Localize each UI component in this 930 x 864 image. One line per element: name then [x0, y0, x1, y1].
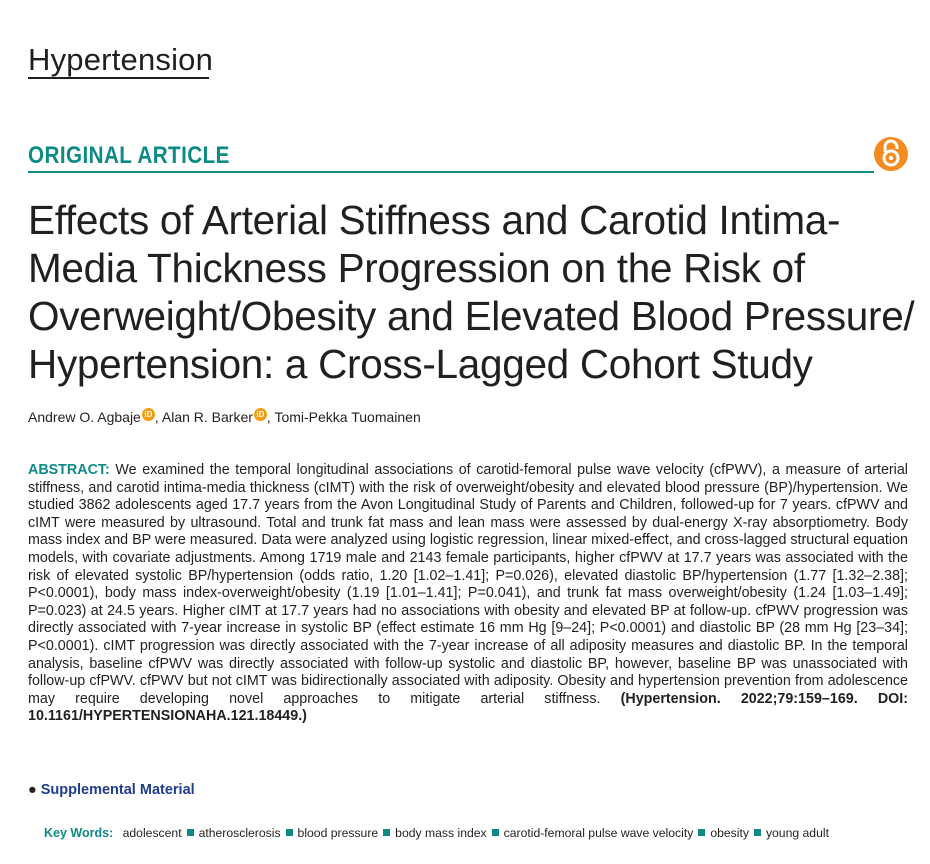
supplemental-material-link[interactable]: Supplemental Material: [40, 782, 195, 798]
keyword: body mass index: [395, 826, 487, 840]
keyword: obesity: [710, 826, 749, 840]
supplemental-material: [28, 782, 195, 798]
abstract-citation: (Hypertension. 2022;79:159–169. DOI: 10.1161/HYPERTENSIONAHA.121.18449.): [28, 690, 909, 725]
square-bullet-icon: [492, 829, 499, 836]
journal-name-underline: [28, 77, 209, 79]
section-label: ORIGINAL ARTICLE: [28, 142, 230, 169]
section-divider: [28, 171, 874, 173]
orcid-icon[interactable]: iD: [254, 408, 267, 421]
author-list: [28, 408, 421, 425]
square-bullet-icon: [754, 829, 761, 836]
keywords: [44, 826, 829, 840]
keyword: carotid-femoral pulse wave velocity: [503, 826, 694, 840]
bullet-icon: ●: [28, 782, 37, 798]
square-bullet-icon: [698, 829, 705, 836]
author-separator: ,: [266, 409, 275, 425]
journal-name: Hypertension: [28, 42, 214, 77]
abstract-label: ABSTRACT:: [28, 462, 110, 478]
author-name[interactable]: Andrew O. Agbaje: [28, 409, 141, 425]
abstract-body: We examined the temporal longitudinal associations of carotid-femoral pulse wave velocity (cfPWV), a measure of arterial stiffness, and carotid intima-media thickness (cIMT) with the risk of overweight/obesity and elevated blood pressure (BP)/hypertension. We studied 3862 adolescents aged 17.7 years from the Avon Longitudinal Study of Parents and Children, followed-up for 7 years. cfPWV and cIMT were measured by ultrasound. Total and trunk fat mass and lean mass were assessed by dual-energy X-ray absorptiometry. Body mass index and BP were measured. Data were analyzed using logistic regression, linear mixed-effect, and cross-lagged structural equation models, with covariate adjustments. Among 1719 male and 2143 female participants, higher cfPWV at 17.7 years was associated with the risk of elevated systolic BP/hypertension (odds ratio, 1.20 [1.02–1.41]; P=0.026), elevated diastolic BP/hypertension (1.77 [1.32–2.38]; P<0.0001), body mass index-overweight/obesity (1.19 [1.01–1.41]; P=0.041), and trunk fat mass overweight/obesity (1.24 [1.03–1.49]; P=0.023) at 24.5 years. Higher cIMT at 17.7 years had no associations with obesity and elevated BP at follow-up. cfPWV progression was directly associated with 7-year increase in systolic BP (effect estimate 16 mm Hg [9–24]; P<0.0001) and diastolic BP (28 mm Hg [23–34]; P<0.0001). cIMT progression was directly associated with the 7-year increase of all adiposity measures and diastolic BP. In the temporal analysis, baseline cfPWV was directly associated with follow-up systolic and diastolic BP, however, baseline BP was unassociated with follow-up cfPWV. cfPWV but not cIMT was bidirectionally associated with adiposity. Obesity and hypertension prevention from adolescence may require developing novel approaches to mitigate arterial stiffness.: [28, 462, 908, 707]
keywords-label: Key Words:: [44, 826, 114, 840]
article-title: [28, 196, 928, 388]
author-name[interactable]: Tomi-Pekka Tuomainen: [274, 409, 421, 425]
author-separator: ,: [154, 409, 162, 425]
title-line: Overweight/Obesity and Elevated Blood Pressure/: [28, 293, 915, 339]
square-bullet-icon: [383, 829, 390, 836]
orcid-icon[interactable]: iD: [142, 408, 155, 421]
keyword: young adult: [765, 826, 829, 840]
keyword: atherosclerosis: [198, 826, 281, 840]
title-line: Hypertension: a Cross-Lagged Cohort Study: [28, 341, 813, 387]
square-bullet-icon: [187, 829, 194, 836]
abstract: [28, 462, 908, 726]
title-line: Effects of Arterial Stiffness and Carotid Intima-: [28, 197, 841, 243]
open-access-icon[interactable]: [874, 137, 908, 171]
author-name[interactable]: Alan R. Barker: [161, 409, 253, 425]
keyword: adolescent: [122, 826, 182, 840]
square-bullet-icon: [286, 829, 293, 836]
title-line: Media Thickness Progression on the Risk of: [28, 245, 805, 291]
keyword: blood pressure: [297, 826, 379, 840]
